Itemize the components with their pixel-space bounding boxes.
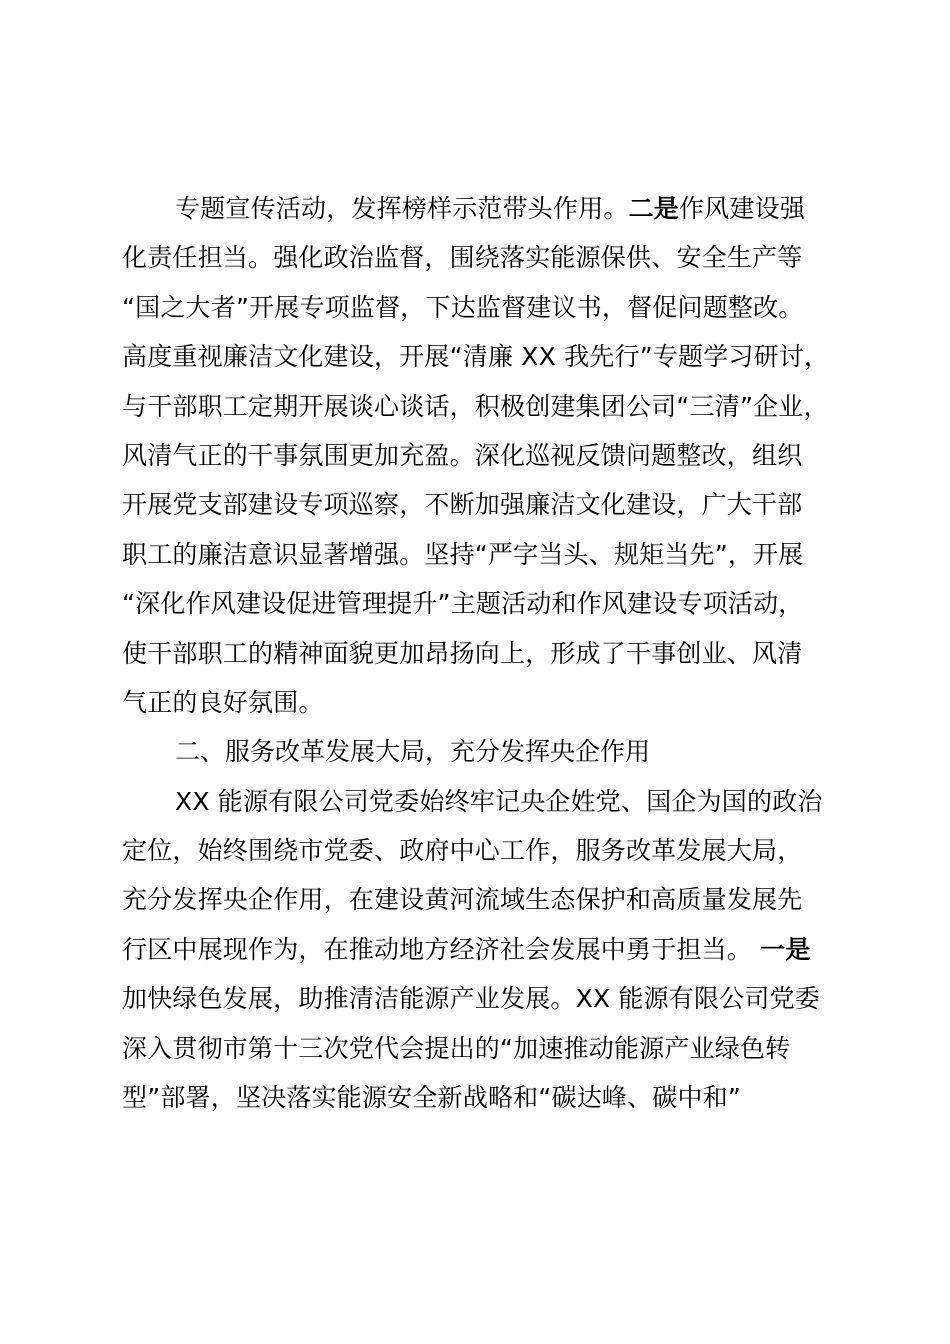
document-body [122, 184, 832, 1122]
paragraph-line [122, 184, 832, 233]
paragraph-line: 开展党支部建设专项巡察，不断加强廉洁文化建设，广大干部 [122, 490, 803, 520]
bold-marker: 二是 [628, 194, 680, 223]
paragraph-line: “国之大者”开展专项监督，下达监督建议书，督促问题整改。 [122, 292, 804, 322]
paragraph-line [122, 925, 832, 974]
section-heading: 二、服务改革发展大局，充分发挥央企作用 [175, 737, 651, 767]
paragraph-line: 加快绿色发展，助推清洁能源产业发展。XX 能源有限公司党委 [122, 984, 821, 1014]
text-run: 专题宣传活动，发挥榜样示范带头作用。 [175, 194, 629, 223]
paragraph-line: 高度重视廉洁文化建设，开展“清廉 XX 我先行”专题学习研讨， [122, 342, 830, 372]
paragraph-line: “深化作风建设促进管理提升”主题活动和作风建设专项活动， [122, 589, 804, 619]
paragraph-line: 风清气正的干事氛围更加充盈。深化巡视反馈问题整改，组织 [122, 440, 803, 470]
paragraph-line: 气正的良好氛围。 [122, 687, 324, 717]
text-run: 行区中展现作为，在推动地方经济社会发展中勇于担当。 [122, 934, 753, 964]
paragraph-line: 型”部署，坚决落实能源安全新战略和“碳达峰、碳中和” [122, 1083, 742, 1113]
paragraph-line: 定位，始终围绕市党委、政府中心工作，服务改革发展大局， [122, 836, 803, 866]
text-run: 作风建设强 [679, 194, 806, 223]
bold-marker: 一是 [760, 934, 811, 964]
paragraph-line: 使干部职工的精神面貌更加昂扬向上，形成了干事创业、风清 [122, 638, 803, 668]
paragraph-line: 化责任担当。强化政治监督，围绕落实能源保供、安全生产等 [122, 243, 803, 273]
paragraph-line: 充分发挥央企作用，在建设黄河流域生态保护和高质量发展先 [122, 885, 803, 915]
paragraph-line: 与干部职工定期开展谈心谈话，积极创建集团公司“三清”企业， [122, 391, 829, 421]
paragraph-line: 深入贯彻市第十三次党代会提出的“加速推动能源产业绿色转 [122, 1033, 791, 1063]
paragraph-line: 职工的廉洁意识显著增强。坚持“严字当头、规矩当先”，开展 [122, 539, 804, 569]
paragraph-line: XX 能源有限公司党委始终牢记央企姓党、国企为国的政治 [175, 786, 823, 816]
